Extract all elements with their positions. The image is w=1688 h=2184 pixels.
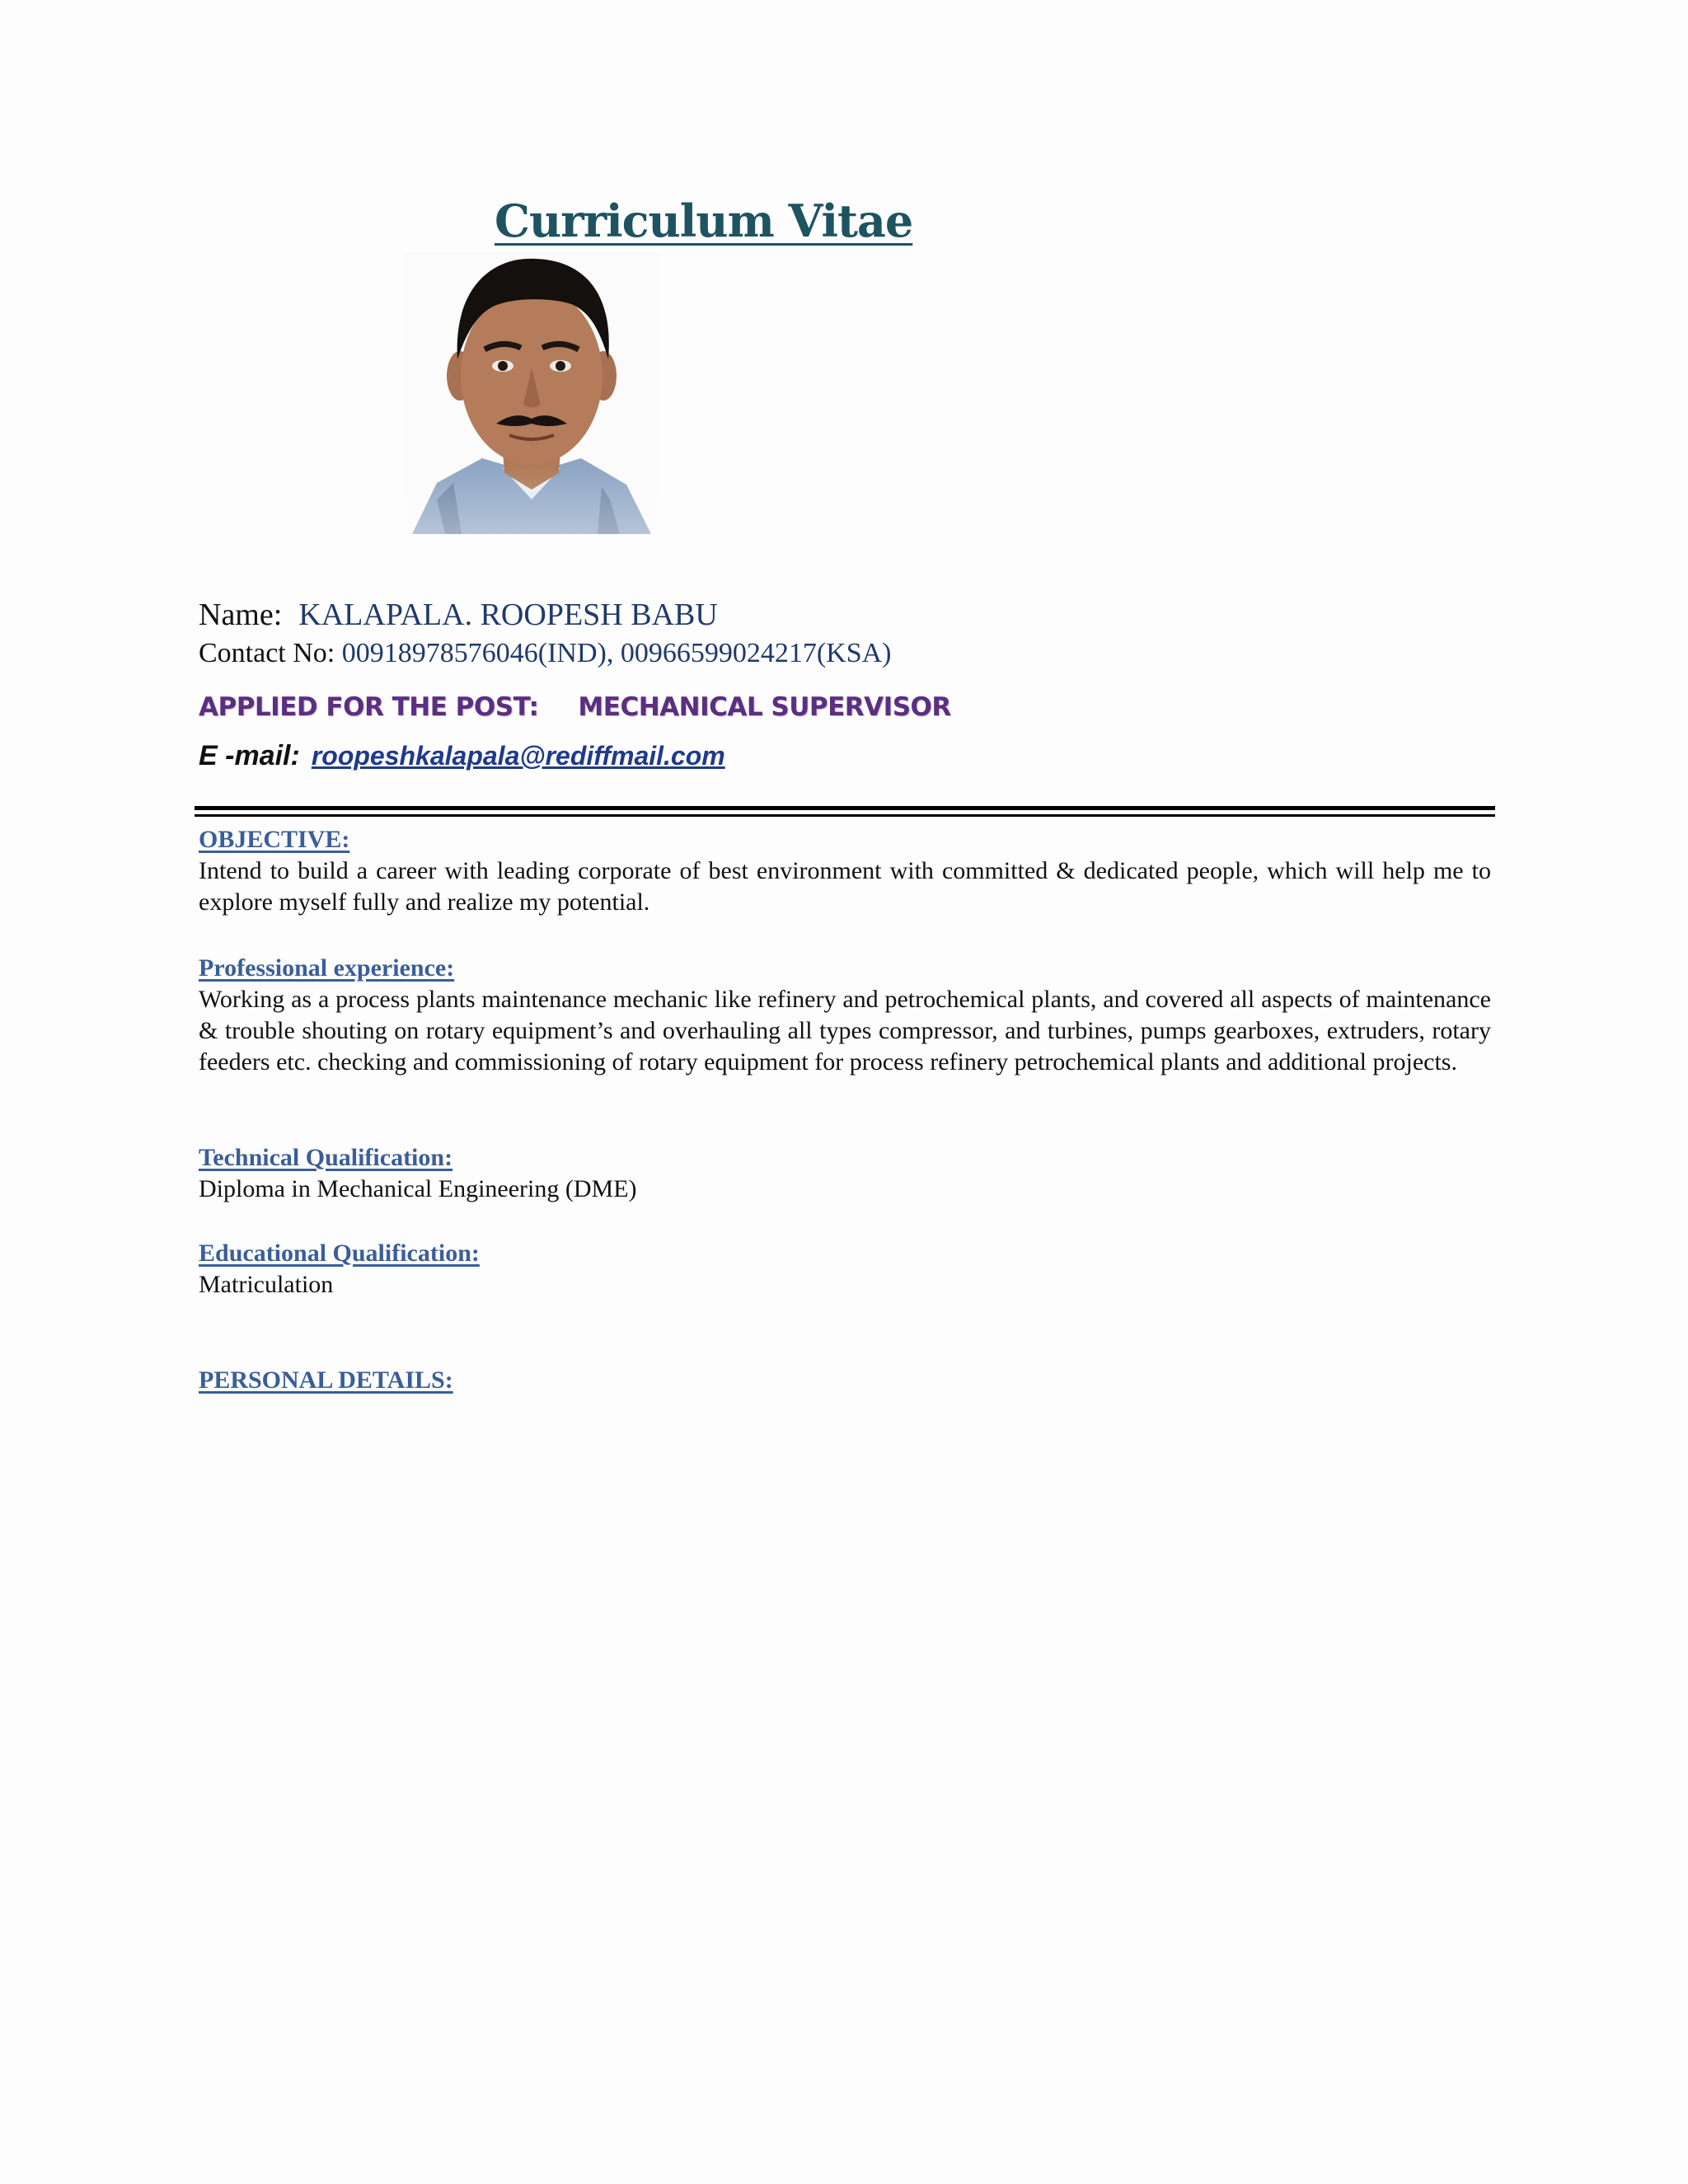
technical-qualification-section <box>199 1142 1491 1205</box>
educational-qualification-section <box>199 1238 1491 1301</box>
section-body: Diploma in Mechanical Engineering (DME) <box>199 1175 637 1202</box>
professional-experience-section <box>199 953 1491 1078</box>
name-value: KALAPALA. ROOPESH BABU <box>298 598 718 632</box>
section-body: Working as a process plants maintenance mechanic like refinery and petrochemical plants, and covered all aspects of maintenance & trouble shouting on rotary equipment’s and overhauling all types compressor, and turbines, pumps gearboxes, extruders, rotary feeders etc. checking and commissioning of rotary equipment for process refinery petrochemical plants and additional projects. <box>199 986 1491 1076</box>
name-label: Name: <box>199 598 283 632</box>
section-body: Intend to build a career with leading corporate of best environment with committed & dedicated people, which will help me to explore myself fully and realize my potential. <box>199 857 1491 916</box>
divider <box>195 806 1495 810</box>
section-heading: Technical Qualification: <box>199 1144 453 1171</box>
section-heading: Educational Qualification: <box>199 1240 480 1267</box>
name-line <box>199 597 718 633</box>
contact-line <box>199 638 892 669</box>
objective-section <box>199 824 1491 918</box>
section-heading: PERSONAL DETAILS: <box>199 1366 453 1394</box>
email-link[interactable]: roopeshkalapala@rediffmail.com <box>311 741 725 771</box>
page-title: Curriculum Vitae <box>495 194 913 247</box>
contact-label: Contact No: <box>199 638 335 668</box>
email-line <box>199 740 725 772</box>
section-heading: Professional experience: <box>199 954 455 982</box>
email-label: E -mail: <box>199 740 300 771</box>
contact-value: 00918978576046(IND), 00966599024217(KSA) <box>341 638 892 668</box>
personal-details-section <box>199 1365 1491 1396</box>
divider <box>195 814 1495 817</box>
applied-post-value: MECHANICAL SUPERVISOR <box>578 692 951 722</box>
applied-post-label: APPLIED FOR THE POST: <box>199 692 539 722</box>
applied-post-line <box>199 692 951 722</box>
section-body: Matriculation <box>199 1271 334 1298</box>
section-heading: OBJECTIVE: <box>199 826 350 853</box>
profile-photo <box>404 252 659 534</box>
